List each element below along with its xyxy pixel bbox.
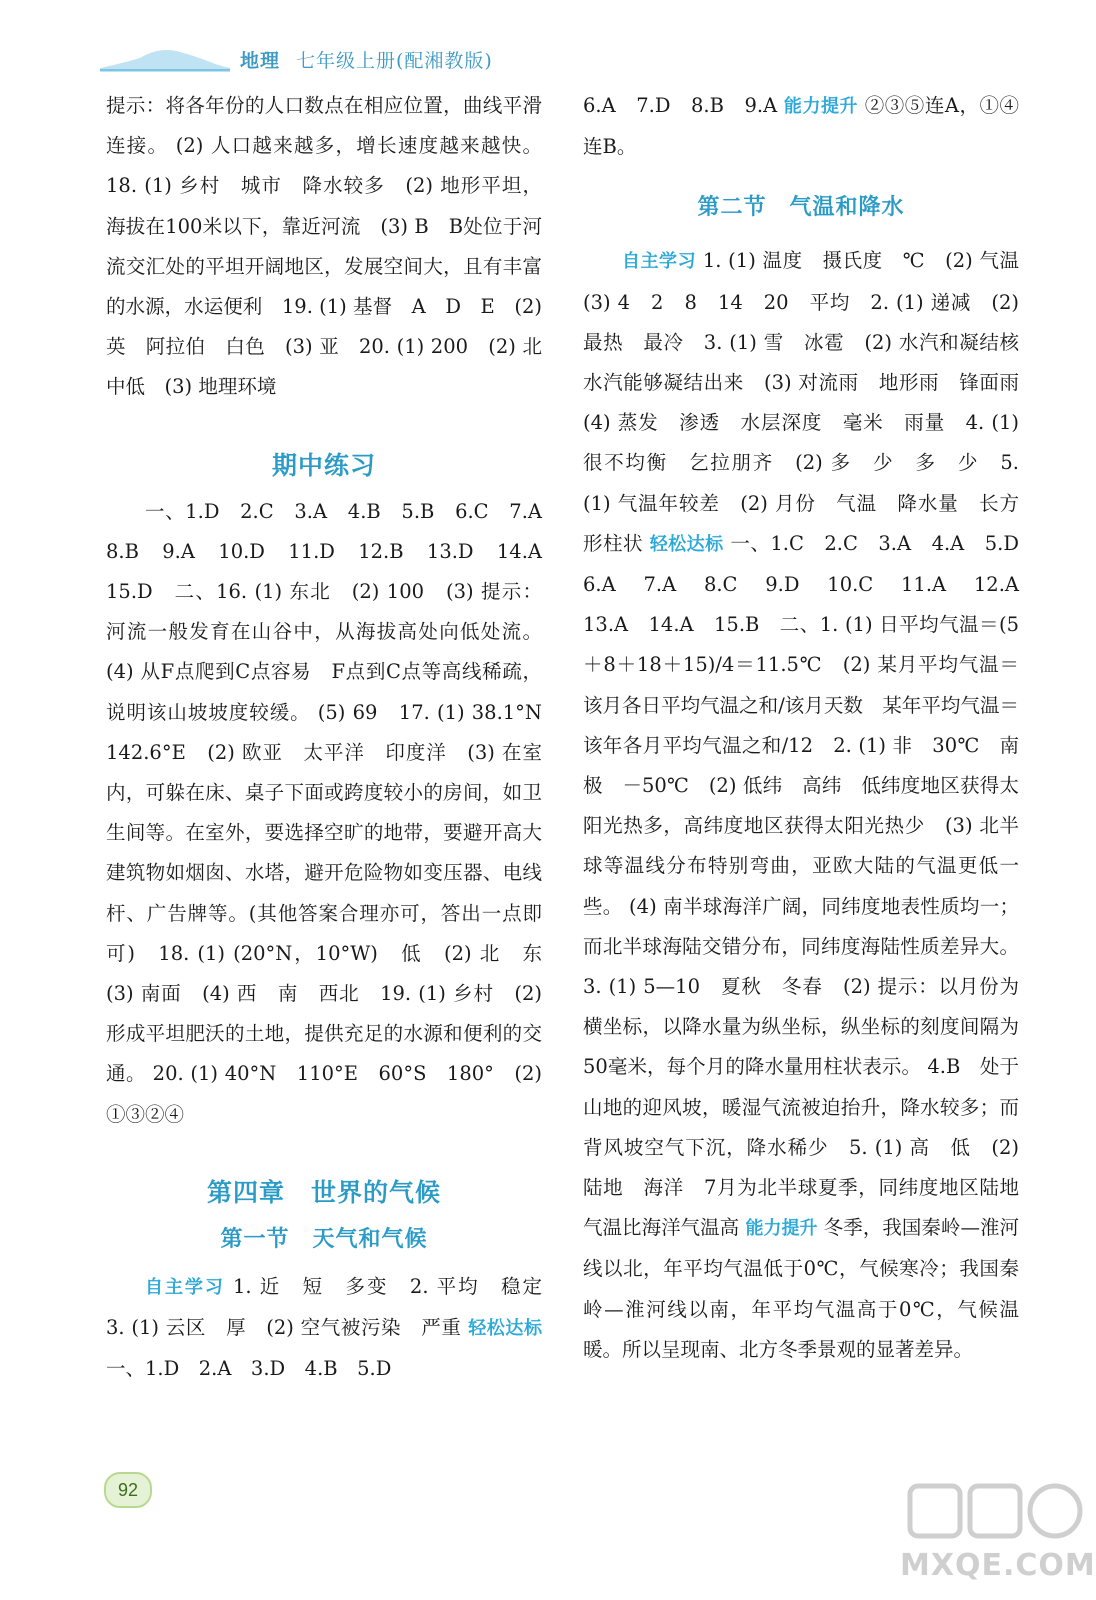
left-column [106,86,562,1389]
right-paragraph-2a: 1. (1) 温度 摄氏度 ℃ (2) 气温 (3) 4 2 8 14 20 平均 2. (1) 递减 (2) 最热 最冷 3. (1) 雪 冰雹 (2) 水汽和凝结核 水汽能够凝结出来 (3) 对流雨 地形雨 锋面雨 (4) 蒸发 渗透 水层深度 毫米 雨量 4. (1) 很不均衡 乞拉朋齐 (2) 多 少 多 少 5. (1) 气温年较差 (2) 月份 气温 降水量 长方形柱状 [583,249,1039,555]
right-paragraph-2c: 冬季，我国秦岭—淮河线以北，年平均气温低于0℃，气候寒冷；我国秦岭—淮河线以南，年平均气温高于0℃，气候温暖。所以呈现南、北方冬季景观的显著差异。 [583,1216,1020,1361]
watermark-text: MXQE.COM [900,1548,1096,1583]
header-title [240,46,493,73]
right-paragraph-2b: 一、1.C 2.C 3.A 4.A 5.D 6.A 7.A 8.C 9.D 10.C 11.A 12.A 13.A 14.A 15.B 二、1. (1) 日平均气温＝(5＋8＋18＋15)/4＝11.5℃ (2) 某月平均气温＝该月各日平均气温之和/该月天数 某年平均气温＝该年各月平均气温之和/12 2. (1) 非 30℃ 南极 －50℃ (2) 低纬 高纬 低纬度地区获得太阳光热多，高纬度地区获得太阳光热少 (3) 北半球等温线分布特别弯曲，亚欧大陆的气温更低一些。 (4) 南半球海洋广阔，同纬度地表性质均一；而北半球海陆交错分布，同纬度海陆性质差异大。 3. (1) 5—10 夏秋 冬春 (2) 提示：以月份为横坐标，以降水量为纵坐标，纵坐标的刻度间隔为50毫米，每个月的降水量用柱状表示。 4.B 处于山地的迎风坡，暖湿气流被迫抬升，降水较多；而背风坡空气下沉，降水稀少 5. (1) 高 低 (2) 陆地 海洋 7月为北半球夏季，同纬度地区陆地气温比海洋气温高 [583,531,1039,1240]
left-paragraph-3b: 一、1.D 2.A 3.D 4.B 5.D [106,1357,392,1381]
header-edition: 七年级上册(配湘教版) [296,50,493,72]
wave-decoration-icon [100,42,230,72]
left-paragraph-3a: 1. 近 短 多变 2. 平均 稳定 3. (1) 云区 厚 (2) 空气被污染 严重 [106,1274,562,1340]
right-paragraph-1b: ②③⑤连A，①④连B。 [583,94,1020,159]
right-paragraph-1 [583,86,1019,167]
tag-nengli-tisheng: 能力提升 [783,96,859,117]
right-column [583,86,1039,1370]
tag-qingsong-dabiao: 轻松达标 [468,1318,542,1340]
watermark [900,1478,1096,1588]
section-2-title: 第二节 气温和降水 [697,194,905,221]
page-number: 92 [104,1472,152,1508]
right-paragraph-1a: 6.A 7.D 8.B 9.A [583,94,784,117]
section-1-title: 第一节 天气和气候 [220,1225,428,1252]
left-paragraph-3 [106,1267,562,1390]
chapter-title: 第四章 世界的气候 [206,1177,441,1207]
tag-zizhu-xuexi: 自主学习 [145,1276,225,1298]
midterm-title: 期中练习 [271,450,376,480]
watermark-logo-icon [900,1478,1090,1548]
left-paragraph-2: 一、1.D 2.C 3.A 4.B 5.B 6.C 7.A 8.B 9.A 10.D 11.D 12.B 13.D 14.A 15.D 二、16. (1) 东北 (2) 100 (3) 提示：河流一般发育在山谷中，从海拔高处向低处流。 (4) 从F点爬到C点容易 F点到C点等高线稀疏，说明该山坡坡度较缓。 (5) 69 17. (1) 38.1°N 142.6°E (2) 欧亚 太平洋 印度洋 (3) 在室内，可躲在床、桌子下面或跨度较小的房间，如卫生间等。在室外，要选择空旷的地带，要避开高大建筑物如烟囱、水塔，避开危险物如变压器、电线杆、广告牌等。(其他答案合理亦可，答出一点即可) 18. (1) (20°N，10°W) 低 (2) 北 东 (3) 南面 (4) 西 南 西北 19. (1) 乡村 (2) 形成平坦肥沃的土地，提供充足的水源和便利的交通。 20. (1) 40°N 110°E 60°S 180° (2) ①③②④ [106,499,562,1126]
header-subject: 地理 [240,50,281,72]
page-header [100,36,520,76]
right-paragraph-2 [583,241,1039,1370]
left-paragraph-1: 提示：将各年份的人口数点在相应位置，曲线平滑连接。 (2) 人口越来越多，增长速度越来越快。 18. (1) 乡村 城市 降水较多 (2) 地形平坦，海拔在100米以下，靠近河流 (3) B B处位于河流交汇处的平坦开阔地区，发展空间大，且有丰富的水源，水运便利 19. (1) 基督 A D E (2) 英 阿拉伯 白色 (3) 亚 20. (1) 200 (2) 北 中低 (3) 地理环境 [106,94,562,399]
tag-qingsong-dabiao-2: 轻松达标 [649,533,724,555]
tag-nengli-tisheng-2: 能力提升 [745,1218,818,1240]
tag-zizhu-xuexi-2: 自主学习 [622,251,697,273]
